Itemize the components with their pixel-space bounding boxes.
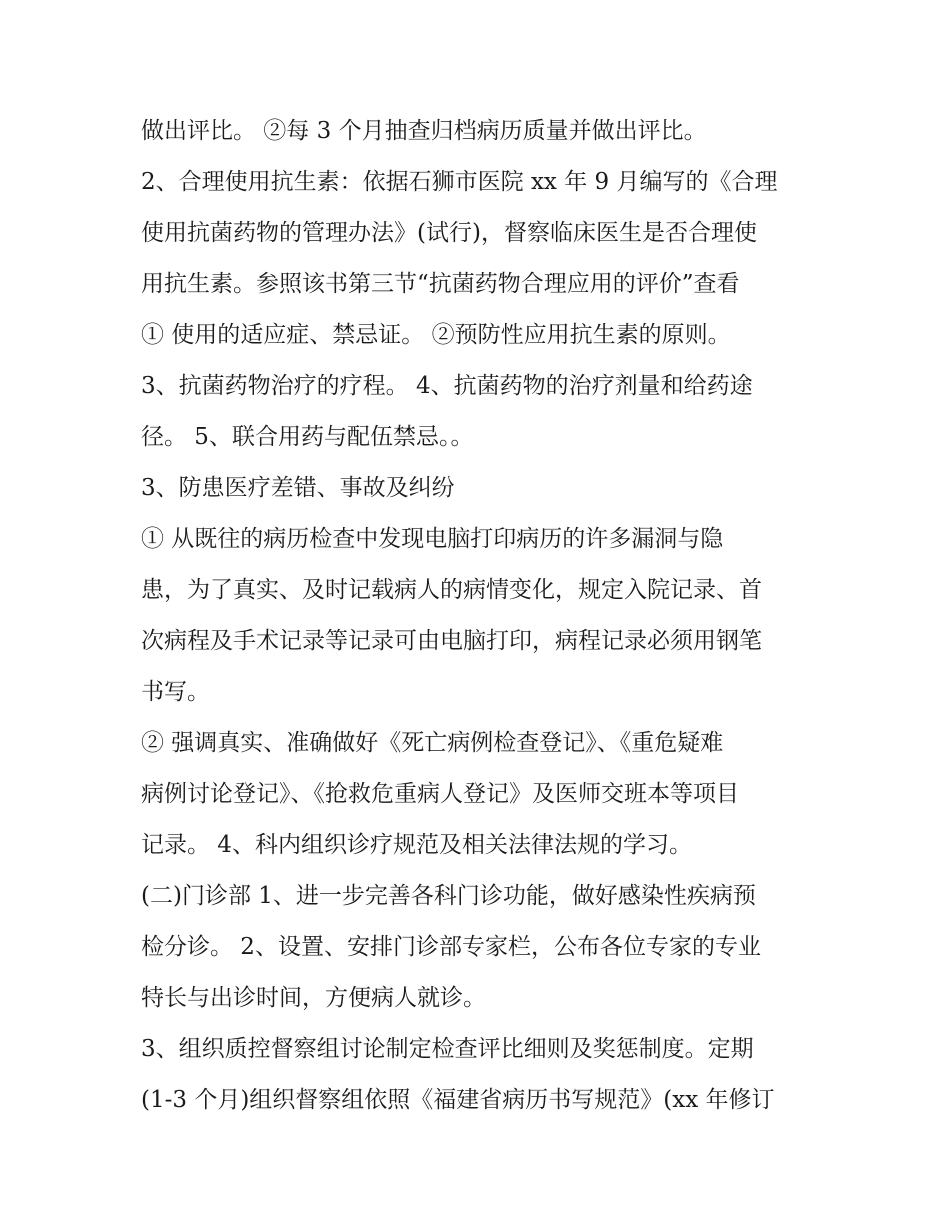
text-line: 患，为了真实、及时记载病人的病情变化，规定入院记录、首 [141,577,762,603]
text-line: 书写。 [141,679,210,705]
text-line: 3、抗菌药物治疗的疗程。 4、抗菌药物的治疗剂量和给药途 [141,373,753,399]
text-line: 记录。 4、科内组织诊疗规范及相关法律法规的学习。 [141,832,692,858]
text-line: 检分诊。 2、设置、安排门诊部专家栏，公布各位专家的专业 [141,934,761,960]
text-line: ② 强调真实、准确做好《死亡病例检查登记》、《重危疑难 [141,730,724,756]
text-line: (二)门诊部 1、进一步完善各科门诊功能，做好感染性疾病预 [141,883,756,909]
text-line: ① 从既往的病历检查中发现电脑打印病历的许多漏洞与隐 [141,526,724,552]
text-line: 特长与出诊时间，方便病人就诊。 [141,985,486,1011]
text-line: ① 使用的适应症、禁忌证。 ②预防性应用抗生素的原则。 [141,322,731,348]
text-line: 病例讨论登记》、《抢救危重病人登记》及医师交班本等项目 [141,781,739,807]
text-line: 径。 5、联合用药与配伍禁忌。。 [141,424,474,450]
text-line: 2、合理使用抗生素：依据石狮市医院 xx 年 9 月编写的《合理 [141,169,778,195]
document-body [141,106,821,1126]
text-line: (1-3 个月)组织督察组依照《福建省病历书写规范》(xx 年修订 [141,1087,775,1113]
section-heading: 3、防患医疗差错、事故及纠纷 [141,475,455,501]
text-line: 使用抗菌药物的管理办法》(试行)，督察临床医生是否合理使 [141,220,757,246]
text-line: 次病程及手术记录等记录可由电脑打印，病程记录必须用钢笔 [141,628,762,654]
text-line: 用抗生素。参照该书第三节“抗菌药物合理应用的评价”查看 [141,271,740,297]
text-line: 3、组织质控督察组讨论制定检查评比细则及奖惩制度。定期 [141,1036,754,1062]
text-line: 做出评比。 ②每 3 个月抽查归档病历质量并做出评比。 [141,118,707,144]
